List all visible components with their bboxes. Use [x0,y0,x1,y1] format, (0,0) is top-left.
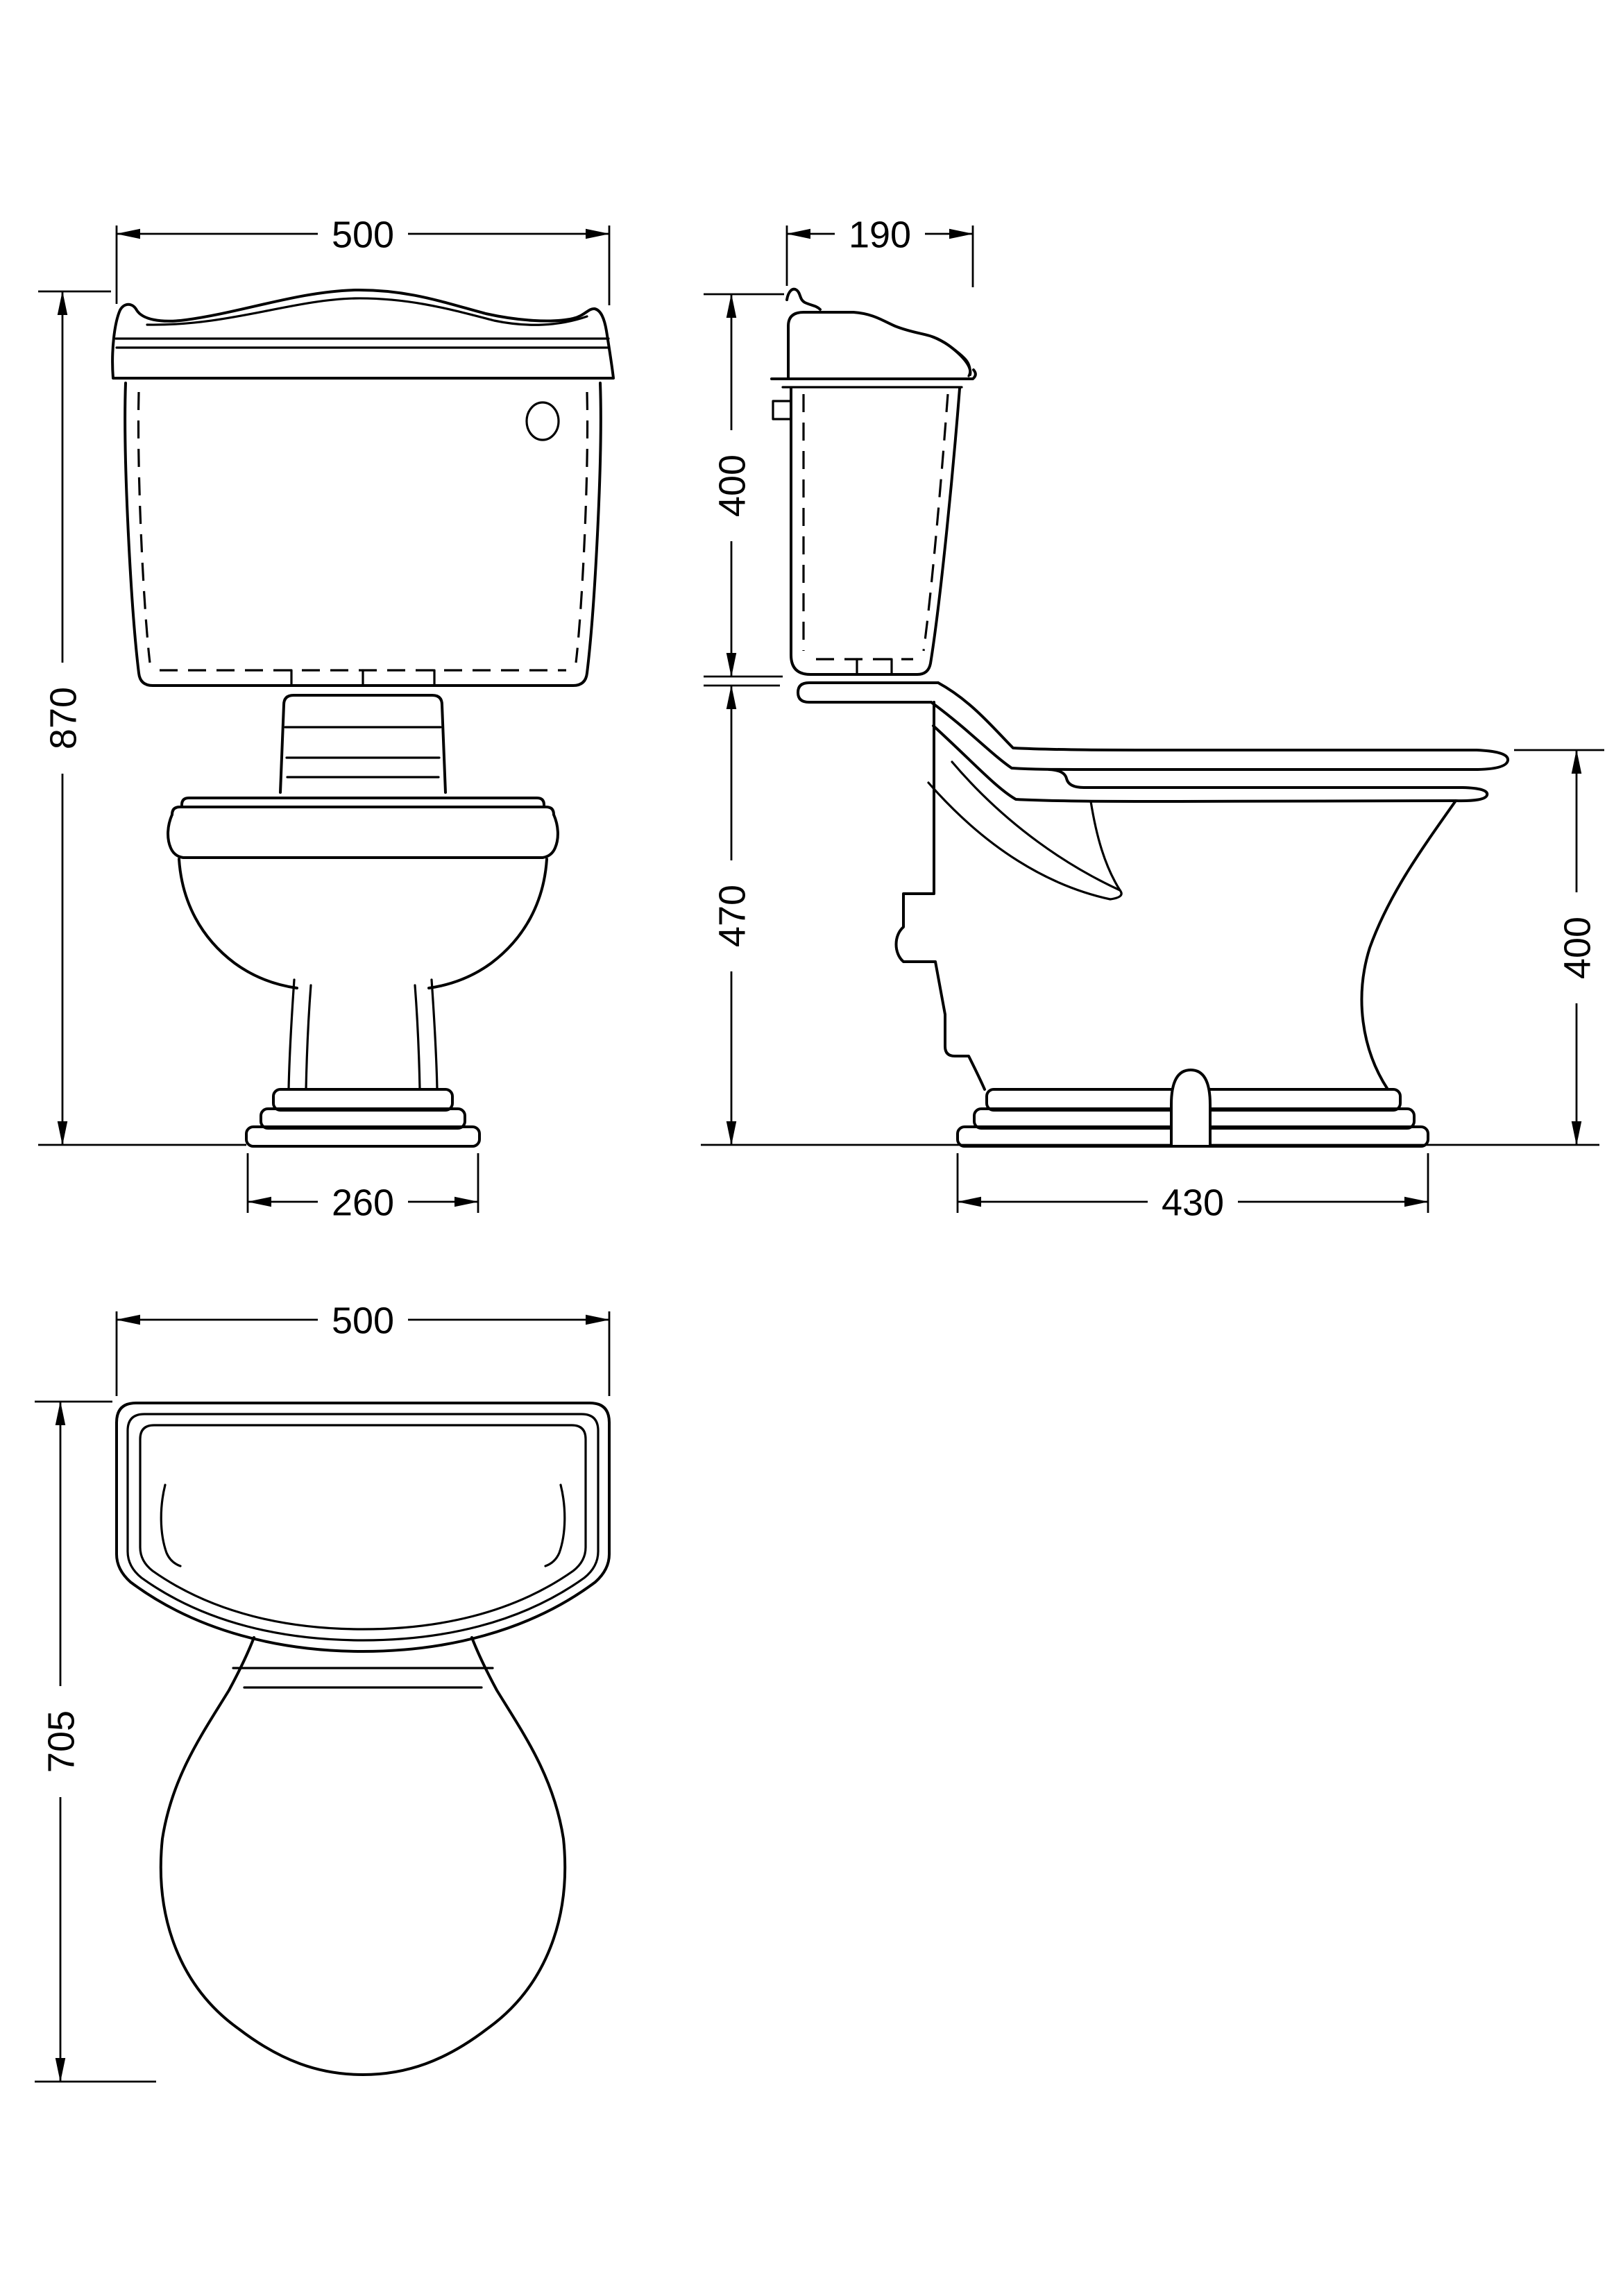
front-cistern-lid-outline [112,290,613,378]
front-foot-step-1 [273,1089,452,1110]
side-seat-mid-profile [931,702,1082,769]
front-height-label-group [42,663,84,774]
front-foot-step-2 [261,1109,465,1128]
side-seat-step-profile [1049,769,1487,801]
side-lid-bottom-edge [772,370,976,379]
side-tank-lever-boss [773,401,791,419]
side-cistern-height-label: 400 [711,454,754,518]
side-lid-scroll-fold [931,337,970,376]
plan-view [35,1300,609,2082]
side-pan-height-label-group [1556,892,1598,1003]
front-height-label: 870 [42,686,85,750]
side-base-label: 430 [1161,1182,1225,1224]
front-seat-outer-rim [168,815,558,858]
plan-depth-label: 705 [40,1710,83,1774]
front-view [38,214,613,1223]
plan-lid-ear-right [545,1485,565,1566]
front-pedestal-left-inner [306,985,311,1089]
front-bowl-right-curve [429,859,547,988]
plan-cistern-outer [117,1403,609,1651]
side-rim-underside-profile [933,726,1456,801]
side-depth-label: 190 [848,214,912,256]
plan-seat-outline [161,1638,565,2075]
side-bowl-outer-curve [1361,801,1456,1089]
side-seat-top-profile [938,683,1508,769]
front-tank-dashed-right [576,392,588,663]
side-seat-height-label-group [711,860,753,971]
flush-button-icon [527,402,559,440]
front-bowl-left-curve [179,859,297,988]
front-seat-mid-edge [172,807,554,815]
front-pedestal-left-outer [289,980,294,1089]
side-cistern-height-label-group [711,430,753,541]
plan-lid-ear-left [161,1485,180,1566]
front-width-label: 500 [331,214,395,256]
side-pan-height-label: 400 [1556,916,1599,980]
front-cistern-lid-inner-wave [147,298,587,325]
side-seat-height-label: 470 [711,884,754,948]
front-pedestal-right-inner [415,985,420,1089]
plan-cistern-inner-2 [140,1425,586,1629]
front-tank-dashed-left [138,392,150,663]
plan-width-label: 500 [331,1300,395,1342]
front-seat-top-edge [182,798,544,805]
front-tank-outline [125,383,601,686]
side-drain-arch [1171,1070,1210,1146]
side-tank-dashed-right [924,394,948,651]
side-lid-ear-bump [787,289,820,309]
side-hinge-plate [798,683,938,702]
plan-depth-label-group [40,1686,82,1797]
front-foot-step-3 [246,1127,479,1146]
front-pedestal-right-outer [432,980,437,1089]
side-tank-outline [791,389,960,674]
plan-cistern-inner-1 [128,1414,598,1640]
side-view [701,214,1604,1223]
side-lid-outline [788,312,970,379]
front-base-label: 260 [331,1182,395,1224]
